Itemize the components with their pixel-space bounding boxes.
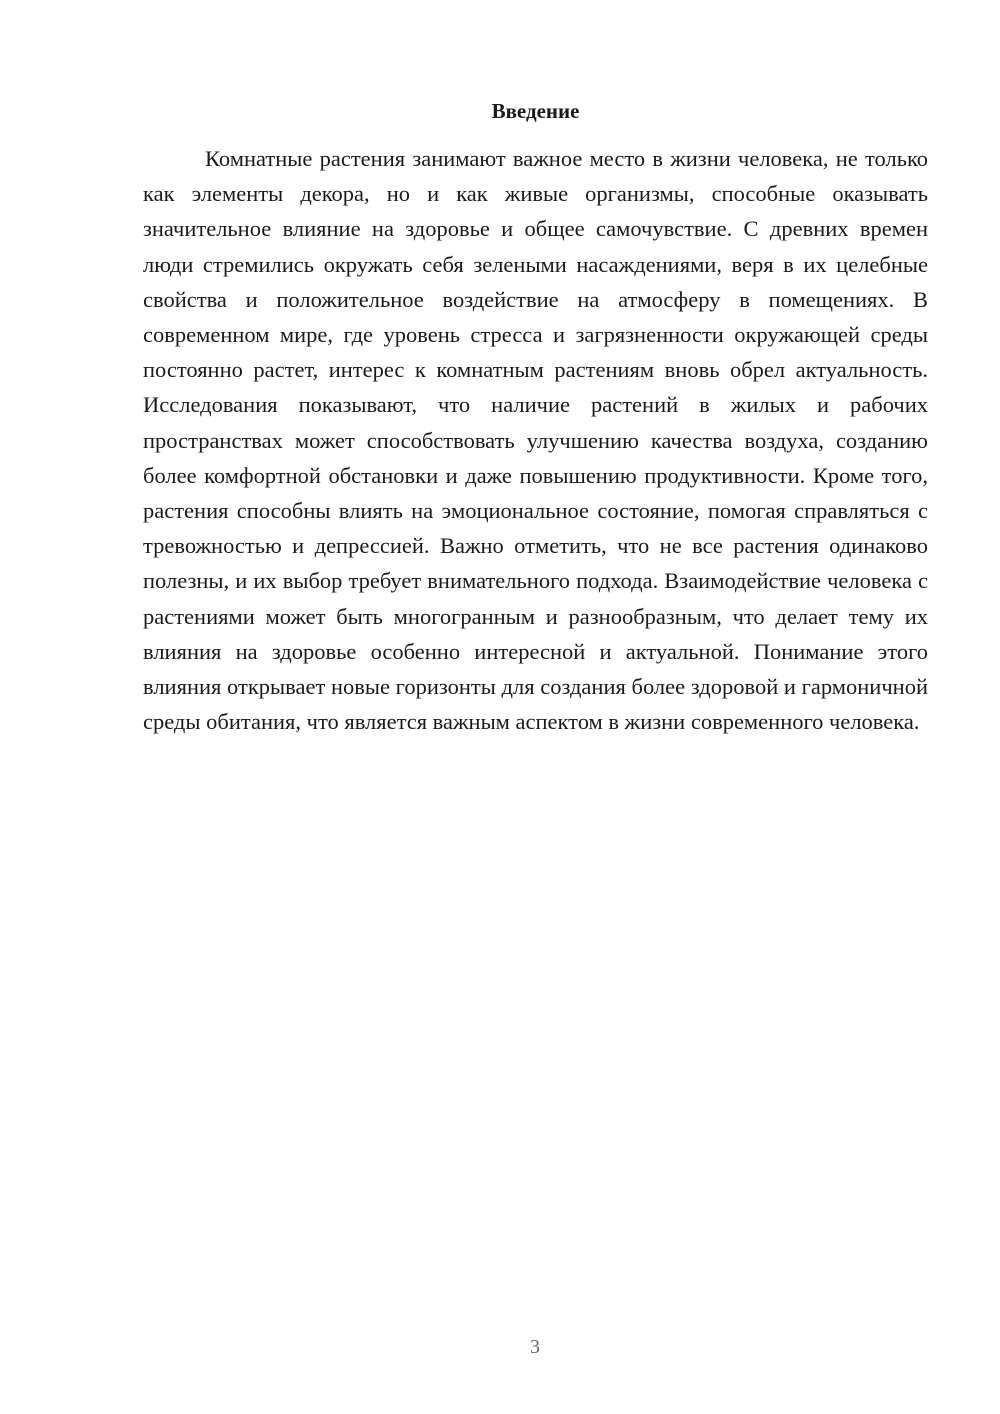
page-number: 3 <box>530 1336 540 1358</box>
section-title: Введение <box>491 99 580 123</box>
body-paragraph: Комнатные растения занимают важное место в жизни человека, не только как элементы декора, но и как живые организмы, способные оказывать значительное влияние на здоровье и общее самочувствие. С древних времен люди стремились окружать себя зелеными насаждениями, веря в их целебные свойства и положительное воздействие на атмосферу в помещениях. В современном мире, где уровень стресса и загрязненности окружающей среды постоянно растет, интерес к комнатным растениям вновь обрел актуальность. Исследования показывают, что наличие растений в жилых и рабочих пространствах может способствовать улучшению качества воздуха, созданию более комфортной обстановки и даже повышению продуктивности. Кроме того, растения способны влиять на эмоциональное состояние, помогая справляться с тревожностью и депрессией. Важно отметить, что не все растения одинаково полезны, и их выбор требует внимательного подхода. Взаимодействие человека с растениями может быть многогранным и разнообразным, что делает тему их влияния на здоровье особенно интересной и актуальной. Понимание этого влияния открывает новые горизонты для создания более здоровой и гармоничной среды обитания, что является важным аспектом в жизни современного человека. <box>143 146 928 735</box>
